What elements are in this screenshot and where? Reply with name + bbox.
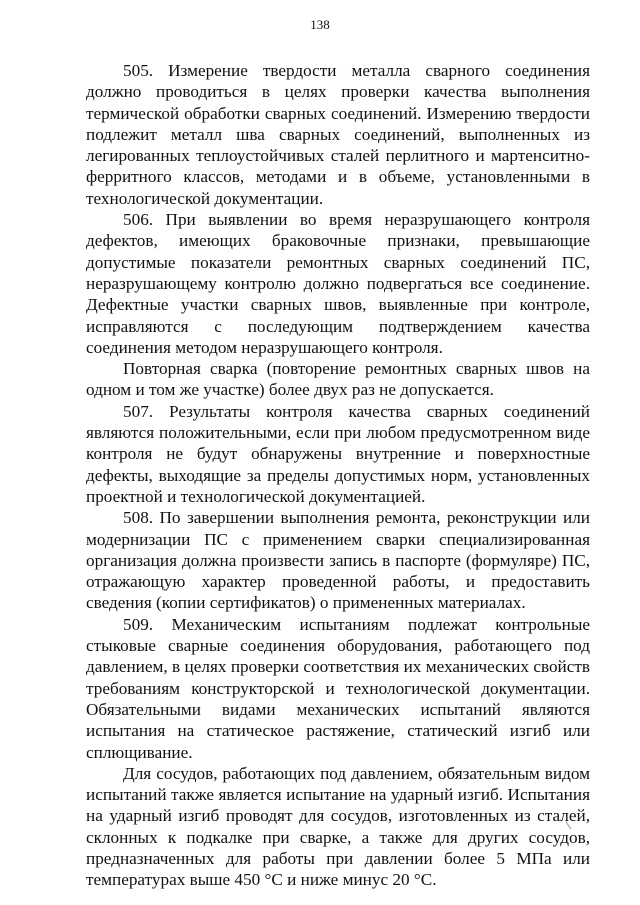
paragraph-509: 509. Механическим испытаниям подлежат контрольные стыковые сварные соединения оборудования, работающего под давлением, в целях проверки соответствия их механических свойств требованиям конструкторской и технологической документации. Обязательными видами механических испытаний являются испытания на статическое растяжение, статический изгиб или сплющивание. [86,614,590,762]
paragraph-505: 505. Измерение твердости металла сварного соединения должно проводиться в целях проверки качества выполнения термической обработки сварных соединений. Измерению твердости подлежит металл шва сварных соединений, выполненных из легированных теплоустойчивых сталей перлитного и мартенситно-ферритного классов, методами и в объеме, установленными в технологической документации. [86,61,590,208]
paragraph-506-repeat-welding: Повторная сварка (повторение ремонтных сварных швов на одном и том же участке) более двух раз не допускается. [86,359,590,400]
paragraph-506: 506. При выявлении во время неразрушающего контроля дефектов, имеющих браковочные признаки, превышающие допустимые показатели ремонтных сварных соединений ПС, неразрушающему контролю должно подвергаться все соединение. Дефектные участки сварных швов, выявленные при контроле, исправляются с последующим подтверждением качества соединения методом неразрушающего контроля. [86,210,590,357]
paragraph-509-vessels: Для сосудов, работающих под давлением, обязательным видом испытаний также является испытание на ударный изгиб. Испытания на ударный изгиб проводят для сосудов, изготовленных из сталей, склонных к подкалке при сварке, а также для других сосудов, предназначенных для работы при давлении более 5 МПа или температурах выше 450 °С и ниже минус 20 °С. [86,763,590,890]
paragraph-508: 508. По завершении выполнения ремонта, реконструкции или модернизации ПС с применением сварки специализированная организация должна произвести запись в паспорте (формуляре) ПС, отражающую характер проведенной работы, и предоставить сведения (копии сертификатов) о примененных материалах. [86,508,590,613]
paragraph-507: 507. Результаты контроля качества сварных соединений являются положительными, если при любом предусмотренном виде контроля не будут обнаружены внутренние и поверхностные дефекты, выходящие за пределы допустимых норм, установленных проектной и технологической документацией. [86,401,590,506]
page-number: 138 [310,17,330,32]
document-body [86,60,590,891]
